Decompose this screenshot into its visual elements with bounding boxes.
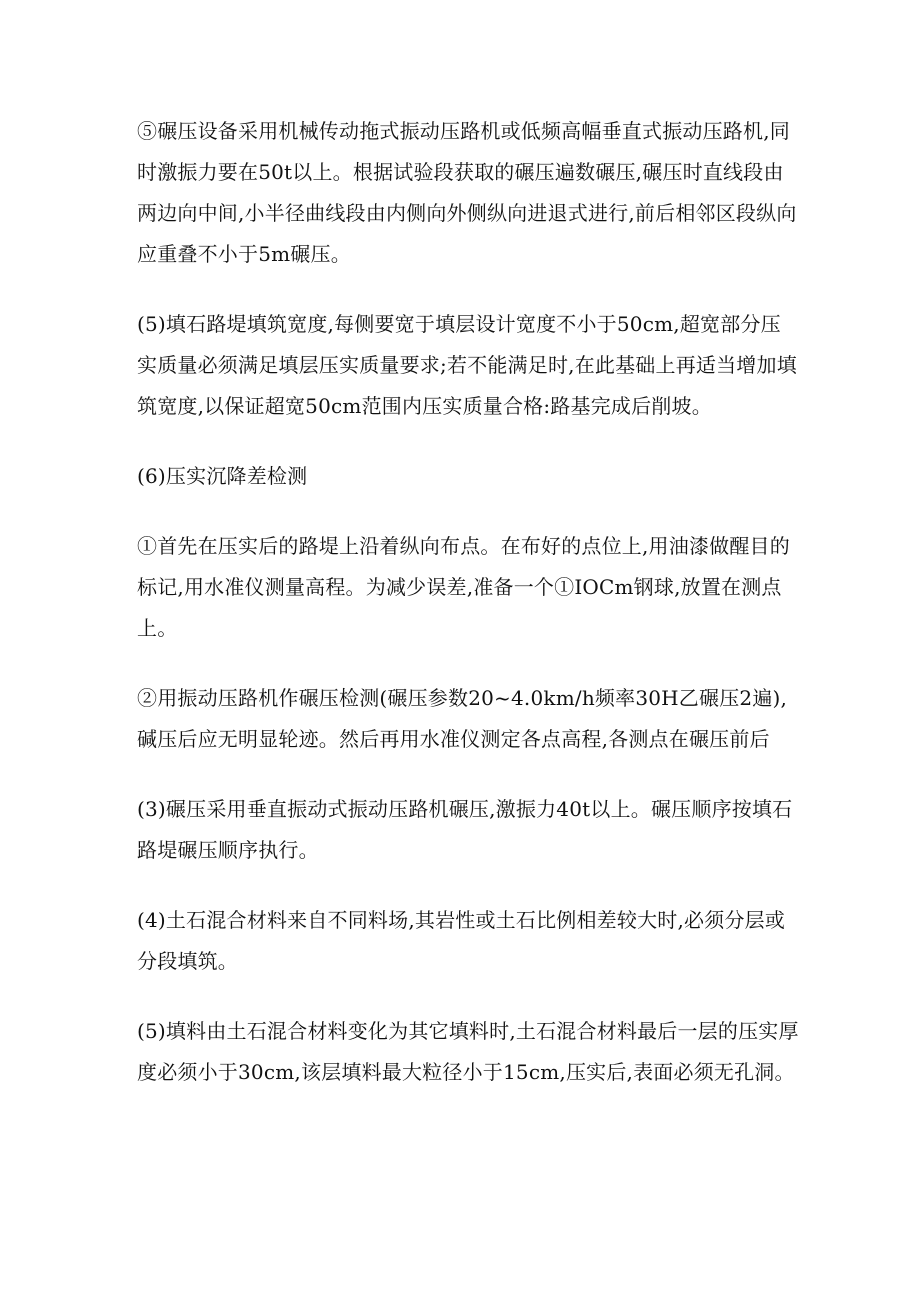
paragraph-roller-test: ②用振动压路机作碾压检测(碾压参数20~4.0km/h频率30H乙碾压2遍),碱压后应无明显轮迹。然后再用水准仪测定各点高程,各测点在碾压前后: [137, 686, 788, 751]
document-body: [137, 111, 799, 1093]
paragraph-survey-points: ①首先在压实后的路堤上沿着纵向布点。在布好的点位上,用油漆做醒目的标记,用水准仪测量高程。为减少误差,准备一个①IOCm钢球,放置在测点上。: [137, 534, 790, 640]
paragraph-compaction-equipment: ⑤碾压设备采用机械传动拖式振动压路机或低频高幅垂直式振动压路机,同时激振力要在50t以上。根据试验段获取的碾压遍数碾压,碾压时直线段由两边向中间,小半径曲线段由内侧向外侧纵向进退式进行,前后相邻区段纵向应重叠不小于5m碾压。: [137, 119, 797, 266]
paragraph-fill-width: (5)填石路堤填筑宽度,每侧要宽于填层设计宽度不小于50cm,超宽部分压实质量必须满足填层压实质量要求;若不能满足时,在此基础上再适当增加填筑宽度,以保证超宽50cm范围内压实质量合格:路基完成后削坡。: [137, 312, 797, 418]
paragraph-settlement-heading: (6)压实沉降差检测: [137, 464, 308, 488]
paragraph-fill-transition: (5)填料由土石混合材料变化为其它填料时,土石混合材料最后一层的压实厚度必须小于30cm,该层填料最大粒径小于15cm,压实后,表面必须无孔洞。: [137, 1019, 799, 1084]
paragraph-vertical-roller: (3)碾压采用垂直振动式振动压路机碾压,激振力40t以上。碾压顺序按填石路堤碾压顺序执行。: [137, 797, 793, 862]
paragraph-mixed-material-sources: (4)土石混合材料来自不同料场,其岩性或土石比例相差较大时,必须分层或分段填筑。: [137, 908, 786, 973]
